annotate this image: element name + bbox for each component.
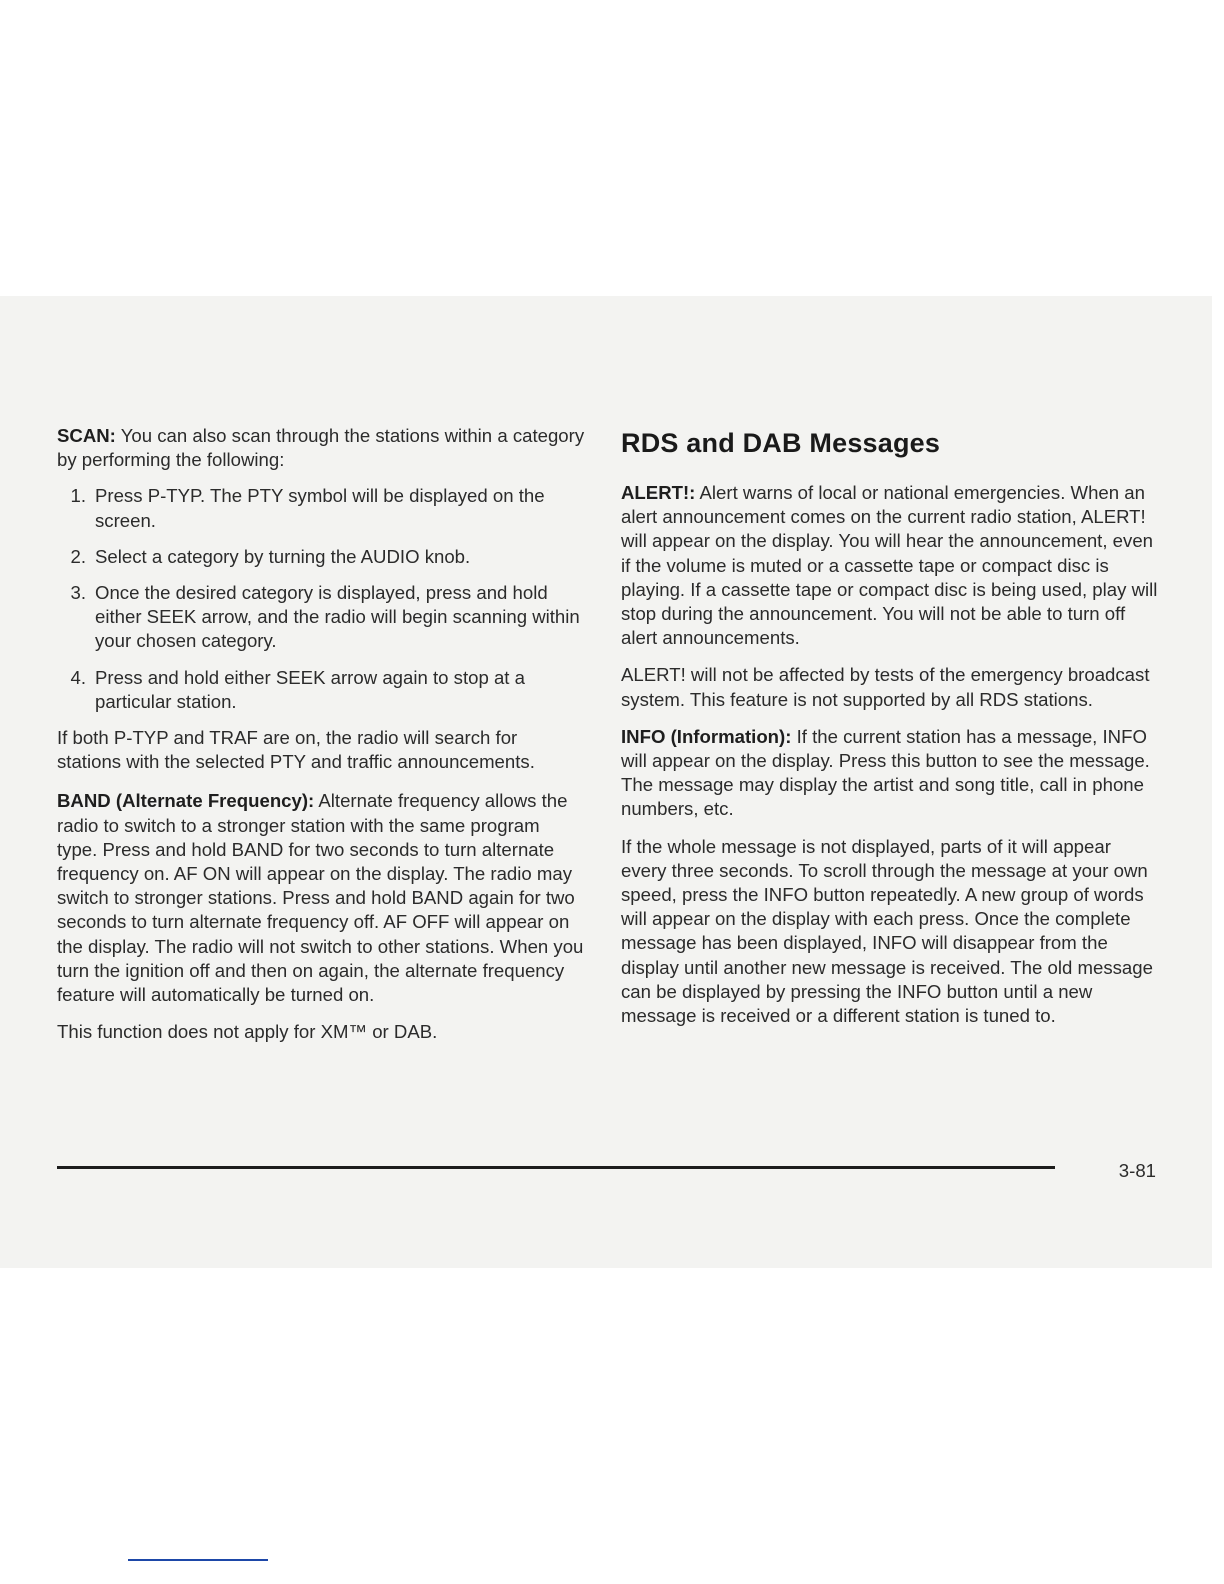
scan-term: SCAN: — [57, 425, 116, 446]
step-number: 4. — [70, 666, 86, 688]
scan-steps-list — [57, 484, 585, 714]
list-item — [57, 581, 585, 654]
xm-note-paragraph: This function does not apply for XM™ or DAB. — [57, 1021, 438, 1043]
alert-text: Alert warns of local or national emergencies. When an alert announcement comes on the current radio station, ALERT! will appear on the display. You will hear the announcement, even if the volume is muted or a cassette tape or compact disc is playing. If a cassette tape or compact disc is being used, play will stop during the announcement. You will not be able to turn off alert announcements. — [621, 482, 1158, 649]
step-number: 1. — [70, 485, 86, 507]
scan-paragraph — [57, 424, 585, 472]
decorative-line — [128, 1559, 268, 1561]
step-text: Once the desired category is displayed, press and hold either SEEK arrow, and the radio will begin scanning within your chosen category. — [95, 582, 580, 652]
band-term: BAND (Alternate Frequency): — [57, 790, 315, 812]
info-note-paragraph: If the whole message is not displayed, parts of it will appear every three seconds. To scroll through the message at your own speed, press the INFO button repeatedly. A new group of words will appear on the display with each press. Once the complete message has been displayed, INFO will disappear from the display until another new message is received. The old message can be displayed by pressing the INFO button until a new message is received or a different station is tuned to. — [621, 835, 1153, 1027]
step-text: Press and hold either SEEK arrow again to stop at a particular station. — [95, 666, 525, 712]
page-number: 3-81 — [1118, 1160, 1156, 1181]
alert-term: ALERT!: — [621, 482, 696, 503]
ptyp-traf-paragraph: If both P-TYP and TRAF are on, the radio will search for stations with the selected PTY and traffic announcements. — [57, 727, 535, 773]
list-item — [57, 545, 585, 569]
band-paragraph — [57, 789, 585, 1007]
info-paragraph — [621, 725, 1161, 822]
info-term: INFO (Information): — [621, 725, 792, 747]
left-column — [57, 424, 585, 1044]
info-text: If the current station has a message, INFO will appear on the display. Press this button to see the message. The message may display the artist and song title, call in phone numbers, etc. — [621, 725, 1150, 820]
section-heading: RDS and DAB Messages — [621, 428, 941, 458]
right-column — [621, 426, 1161, 1028]
list-item — [57, 484, 585, 532]
alert-note-paragraph: ALERT! will not be affected by tests of the emergency broadcast system. This feature is not supported by all RDS stations. — [621, 664, 1150, 710]
scan-text: You can also scan through the stations within a category by performing the following: — [57, 425, 585, 471]
footer-rule — [57, 1166, 1055, 1169]
step-text: Press P-TYP. The PTY symbol will be displayed on the screen. — [95, 485, 545, 531]
step-text: Select a category by turning the AUDIO knob. — [95, 545, 471, 567]
band-text: Alternate frequency allows the radio to switch to a stronger station with the same program type. Press and hold BAND for two seconds to turn alternate frequency on. AF ON will appear on the display. The radio may switch to stronger stations. Press and hold BAND again for two seconds to turn alternate frequency off. AF OFF will appear on the display. The radio will not switch to other stations. When you turn the ignition off and then on again, the alternate frequency feature will automatically be turned on. — [57, 790, 584, 1006]
alert-paragraph — [621, 481, 1161, 650]
step-number: 3. — [70, 582, 86, 604]
list-item — [57, 666, 585, 714]
step-number: 2. — [70, 545, 86, 567]
